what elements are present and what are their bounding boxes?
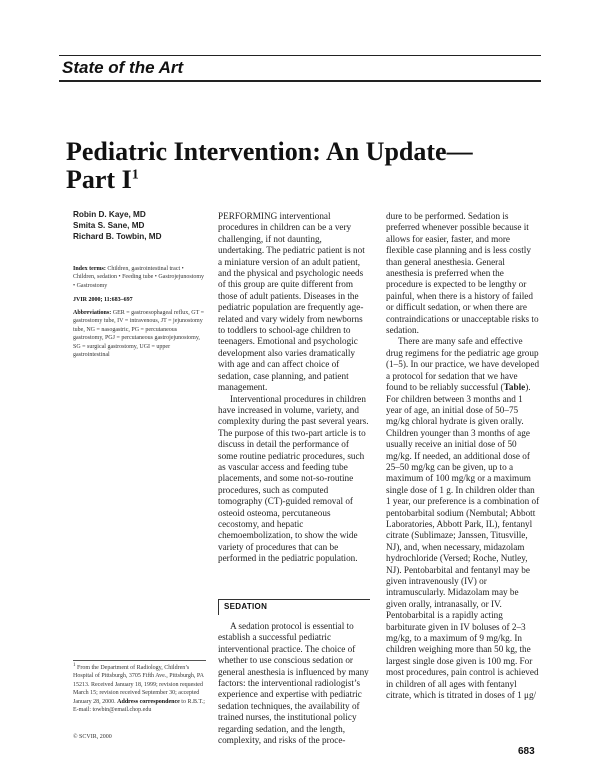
header-bottom-rule	[59, 80, 541, 82]
abbreviations-text: GER = gastroesophageal reflux, GT = gastrostomy tube, IV = intravenous, JT = jejunostomy tube, NG = nasogastric, PG = percutaneous gastrostomy, PGJ = percutaneous gastrojejunostomy, SG = surgical gastrostomy, UGI = upper gastrointestinal	[73, 310, 205, 359]
author-name: Smita S. Sane, MD	[73, 221, 145, 230]
abbreviations	[73, 309, 206, 359]
author-list	[73, 209, 162, 242]
title-footnote-mark: 1	[131, 167, 139, 183]
title-line-2	[66, 166, 536, 194]
article-title	[66, 138, 536, 194]
body-column-2	[386, 211, 540, 701]
journal-citation	[73, 296, 206, 304]
title-line-1: Pediatric Intervention: An Update—	[66, 137, 473, 166]
copyright: © SCVIR, 2000	[73, 734, 112, 740]
body-column-1	[218, 211, 370, 565]
body-paragraph: Interventional procedures in children have increased in volume, variety, and complexity during the past several years. The purpose of this two-part article is to discuss in detail the performance of some routine pediatric procedures, such as vascular access and feeding tube placements, and some not-so-routine procedures, such as computed tomography (CT)-guided removal of osteoid osteoma, percutaneous cecostomy, and hepatic chemoembolization, to show the wide variety of procedures that can be performed in the pediatric population.	[218, 393, 369, 564]
abbreviations-label: Abbreviations:	[73, 310, 112, 316]
index-terms-label: Index terms:	[73, 266, 106, 272]
author-name: Robin D. Kaye, MD	[73, 210, 146, 219]
body-text: There are many safe and effective drug regimens for the pediatric age group (1–5). In our practice, we have developed a protocol for sedation that we have found to be reliably successful (	[386, 336, 540, 393]
footnote-mark: 1	[73, 663, 76, 668]
table-reference: Table	[503, 382, 526, 393]
title-part: Part I	[66, 165, 132, 194]
index-terms-text: Children, gastrointestinal tract • Children, sedation • Feeding tube • Gastrojejunostomy • Gastrostomy	[73, 266, 205, 289]
affiliation-footnote	[73, 662, 206, 714]
correspondence-label: Address correspondence	[117, 698, 180, 705]
index-terms	[73, 265, 206, 290]
sedation-heading: SEDATION	[224, 602, 268, 611]
body-paragraph	[386, 336, 540, 701]
page-number: 683	[518, 746, 535, 757]
body-paragraph: A sedation protocol is essential to establish a successful pediatric interventional practice. The choice of whether to use conscious sedation or general anesthesia is influenced by many factors: the interventional radiologist’s experience and expertise with pediatric sedation techniques, the availability of trained nurses, the institutional policy regarding sedation, and the length, complexity, and risks of the proce-	[218, 621, 369, 746]
body-paragraph: dure to be performed. Sedation is preferred whenever possible because it allows for easier, faster, and more flexible case planning and is less costly than general anesthesia. General anesthesia is preferred when the procedure is expected to be lengthy or painful, when there is a history of failed or difficult sedation, or when there are contraindications or unacceptable risks to sedation.	[386, 211, 539, 336]
footnote-text: From the Department of Radiology, Children’s Hospital of Pittsburgh, 3705 Fifth Ave., Pittsburgh, PA 15213. Received January 18, 1999; revision requested March 15; revision received September 30; accepted January 28, 2000.	[73, 665, 204, 705]
header-top-rule	[59, 55, 541, 56]
body-column-1-continued	[218, 621, 370, 746]
correspondence-text: to R.B.T.; E-mail: towbin@email.chop.edu	[73, 698, 205, 714]
author-name: Richard B. Towbin, MD	[73, 232, 162, 241]
heading-bar	[218, 599, 219, 615]
body-paragraph: PERFORMING interventional procedures in children can be a very challenging, if not daunting, undertaking. The pediatric patient is not a miniature version of an adult patient, and the physical and psychologic needs of this group are quite different from those of adult patients. Diseases in the pediatric population are frequently age-related and vary widely from newborns to toddlers to school-age children to teenagers. Emotional and psychologic development also varies dramatically with age and can affect choice of sedation, case planning, and patient management.	[218, 211, 365, 393]
jvir-reference: JVIR 2000; 11:683–697	[73, 297, 133, 303]
sedation-heading-box	[218, 599, 370, 615]
footnote-rule	[73, 660, 206, 661]
heading-rule	[218, 599, 370, 600]
section-label: State of the Art	[62, 58, 184, 77]
body-text: ). For children between 3 months and 1 year of age, an initial dose of 50–75 mg/kg chloral hydrate is given orally. Children younger than 3 months of age usually receive an initial dose of 50 mg/kg. If needed, an additional dose of 25–50 mg/kg can be given, up to a maximum of 100 mg/kg or a maximum single dose of 1 g. In children older than 1 year, our preference is a combination of pentobarbital sodium (Nembutal; Abbott Laboratories, Abbott Park, IL), fentanyl citrate (Sublimaze; Janssen, Titusville, NJ), and, when necessary, midazolam hydrochloride (Versed; Roche, Nutley, NJ). Pentobarbital and fentanyl may be given intravenously (IV) or intramuscularly. Midazolam may be given orally, intranasally, or IV. Pentobarbital is a rapidly acting barbiturate given in IV boluses of 2–3 mg/kg, to a maximum of 9 mg/kg. In children weighing more than 50 kg, the largest single dose given is 100 mg. For most procedures, pain control is achieved in children of all ages with fentanyl citrate, which is titrated in doses of 1 μg/	[386, 382, 540, 701]
